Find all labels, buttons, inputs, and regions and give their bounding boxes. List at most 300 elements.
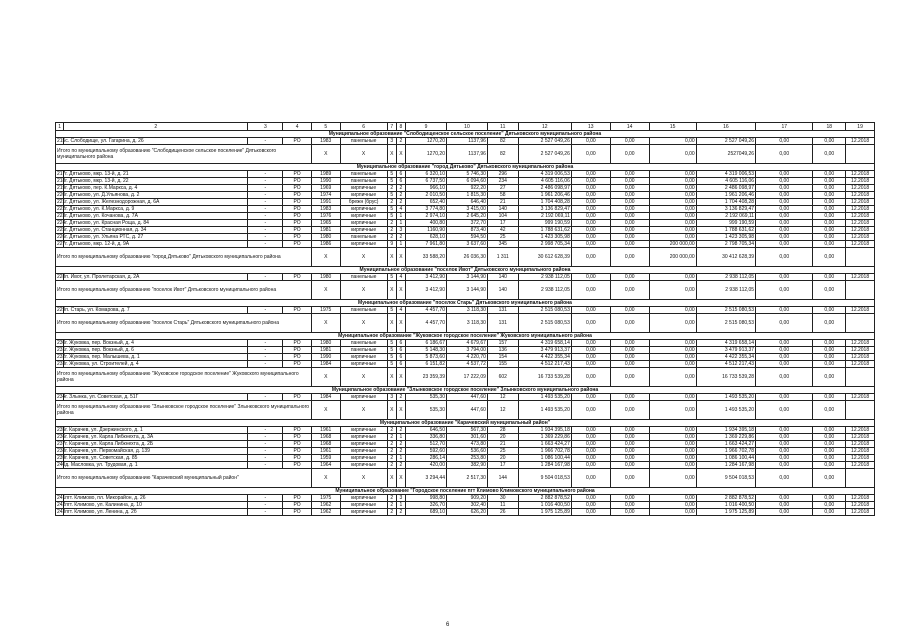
table-cell: 5 xyxy=(387,340,396,347)
table-cell: г. Карачев, ул. Советская, д. 85 xyxy=(64,455,248,462)
table-cell: 0,00 xyxy=(571,199,610,206)
table-cell: 0,00 xyxy=(571,448,610,455)
table-cell: 2 xyxy=(387,220,396,227)
table-cell: 2 xyxy=(387,234,396,241)
table-cell: X xyxy=(396,314,405,333)
empty-cell xyxy=(846,368,875,387)
table-row xyxy=(56,138,875,145)
table-cell: 10 xyxy=(446,123,487,131)
empty-cell xyxy=(846,248,875,267)
table-cell: X xyxy=(311,469,340,488)
table-cell: РО xyxy=(283,502,312,509)
table-cell: 1975 xyxy=(311,307,340,314)
table-cell: 0,00 xyxy=(756,192,813,199)
table-cell: X xyxy=(340,368,387,387)
table-cell: панельные xyxy=(340,171,387,178)
table-cell: 1 934 395,18 xyxy=(518,427,571,434)
table-cell: кирпичные xyxy=(340,509,387,516)
table-cell: 1965 xyxy=(311,220,340,227)
table-cell: 1961 xyxy=(311,427,340,434)
table-cell: 1 086 100,44 xyxy=(696,455,755,462)
table-cell: 5 xyxy=(387,347,396,354)
table-cell: 12.2018 xyxy=(846,234,875,241)
table-cell: 0,00 xyxy=(649,307,696,314)
page-number: 6 xyxy=(446,622,450,628)
table-cell: 0,00 xyxy=(756,434,813,441)
table-cell: 1990 xyxy=(311,178,340,185)
table-cell: 0,00 xyxy=(813,213,846,220)
table-cell: 3 xyxy=(396,227,405,234)
table-cell: 4 422 355,34 xyxy=(696,354,755,361)
table-cell: 1980 xyxy=(311,340,340,347)
table-cell: РО xyxy=(283,427,312,434)
table-cell: 1962 xyxy=(311,502,340,509)
table-cell: 873,40 xyxy=(446,227,487,234)
table-cell: кирпичные xyxy=(340,427,387,434)
table-cell: 2 515 080,53 xyxy=(518,314,571,333)
table-cell: 0,00 xyxy=(610,455,649,462)
table-row xyxy=(56,441,875,448)
table-cell: 1 493 535,20 xyxy=(696,401,755,420)
section-title-row xyxy=(56,333,875,340)
table-cell: 1270,20 xyxy=(406,138,447,145)
table-cell: 0,00 xyxy=(649,441,696,448)
table-cell: панельные xyxy=(340,307,387,314)
table-cell: 1 788 631,62 xyxy=(518,227,571,234)
table-cell: 0,00 xyxy=(756,307,813,314)
table-cell: X xyxy=(311,281,340,300)
table-cell: 0,00 xyxy=(756,178,813,185)
table-cell: Итого по муниципальному образованию "Карачевский муниципальный район" xyxy=(56,469,312,488)
table-cell: 2 xyxy=(396,192,405,199)
table-cell: 0,00 xyxy=(813,462,846,469)
table-cell: 3 xyxy=(248,123,283,131)
table-cell: 2 xyxy=(387,455,396,462)
table-cell: 0,00 xyxy=(756,171,813,178)
table-cell: 0,00 xyxy=(649,462,696,469)
table-cell: 2 192 069,11 xyxy=(696,213,755,220)
table-cell: 4 457,70 xyxy=(406,307,447,314)
table-cell: 1 493 535,20 xyxy=(518,401,571,420)
table-cell: г. Карачев, ул. Дзержинского, д. 1 xyxy=(64,427,248,434)
table-cell: 219 xyxy=(57,185,66,191)
subtotal-row xyxy=(56,248,875,267)
table-cell: 12 xyxy=(487,401,518,420)
table-cell: 25 xyxy=(487,448,518,455)
table-cell: РО xyxy=(283,192,312,199)
table-cell: 2 xyxy=(387,509,396,516)
table-cell: 3 479 913,37 xyxy=(518,347,571,354)
table-cell: 372,70 xyxy=(446,220,487,227)
table-cell: 1 284 167,98 xyxy=(696,462,755,469)
table-cell: 2 527 049,26 xyxy=(518,138,571,145)
table-cell: 0,00 xyxy=(649,340,696,347)
table-cell: 301,60 xyxy=(446,434,487,441)
table-cell: 420,00 xyxy=(406,462,447,469)
table-cell: 0,00 xyxy=(649,274,696,281)
table-cell: 0,00 xyxy=(649,199,696,206)
table-row xyxy=(56,192,875,199)
table-cell: 0,00 xyxy=(649,448,696,455)
table-cell: 1968 xyxy=(311,441,340,448)
table-cell: 0,00 xyxy=(610,248,649,267)
table-cell: г. Жуковка, ул. Строителей, д. 4 xyxy=(64,361,248,368)
table-cell: Муниципальное образование "Слободищенское сельское поселение" Дятьковского муниципального района xyxy=(56,131,875,138)
section-title-row xyxy=(56,131,875,138)
table-cell: 0,00 xyxy=(610,307,649,314)
table-cell: - xyxy=(248,441,283,448)
table-cell: 999 190,59 xyxy=(518,220,571,227)
table-cell: 0,00 xyxy=(571,368,610,387)
table-row xyxy=(56,206,875,213)
table-cell: 12.2018 xyxy=(846,434,875,441)
table-cell: 0,00 xyxy=(756,441,813,448)
empty-cell xyxy=(846,469,875,488)
table-cell: 567,30 xyxy=(446,427,487,434)
table-cell: - xyxy=(248,192,283,199)
table-cell: 2 xyxy=(396,185,405,192)
table-cell: 0,00 xyxy=(756,354,813,361)
table-cell: 286,14 xyxy=(406,455,447,462)
table-cell: 223 xyxy=(57,213,66,219)
table-cell: 1 975 125,89 xyxy=(518,509,571,516)
table-cell: 2527049,26 xyxy=(696,145,755,164)
table-cell: кирпичные xyxy=(340,502,387,509)
table-cell: 6 xyxy=(340,123,387,131)
table-cell: РО xyxy=(283,462,312,469)
table-row xyxy=(56,220,875,227)
table-cell: 232 xyxy=(57,354,66,360)
table-cell: кирпичные xyxy=(340,394,387,401)
table-cell: 140 xyxy=(487,206,518,213)
table-cell: 6 094,60 xyxy=(446,178,487,185)
table-cell: 12.2018 xyxy=(846,361,875,368)
table-cell: кирпичные xyxy=(340,227,387,234)
table-cell: 0,00 xyxy=(571,192,610,199)
table-cell: п. Старь, ул. Комарова, д. 7 xyxy=(64,307,248,314)
table-cell: 28 xyxy=(487,427,518,434)
table-cell: 0,00 xyxy=(756,340,813,347)
table-cell: 26 036,30 xyxy=(446,248,487,267)
table-cell: 0,00 xyxy=(649,234,696,241)
table-cell: 82 xyxy=(487,138,518,145)
table-cell: 0,00 xyxy=(571,138,610,145)
table-cell: 0,00 xyxy=(649,171,696,178)
table-cell: 0,00 xyxy=(610,448,649,455)
table-cell: 0,00 xyxy=(610,347,649,354)
table-cell: 1981 xyxy=(311,227,340,234)
table-cell: 1 961 206,46 xyxy=(696,192,755,199)
table-cell: 0,00 xyxy=(571,307,610,314)
table-cell: 0,00 xyxy=(649,509,696,516)
table-cell: 0,00 xyxy=(649,354,696,361)
table-cell: 7 xyxy=(387,123,396,131)
table-cell: 646,50 xyxy=(406,427,447,434)
section-title-row xyxy=(56,164,875,171)
table-cell: 12.2018 xyxy=(846,340,875,347)
table-cell: 447,60 xyxy=(446,401,487,420)
table-cell: РО xyxy=(283,213,312,220)
table-cell: 0,00 xyxy=(649,361,696,368)
table-cell: 0,00 xyxy=(756,199,813,206)
table-cell: кирпичные xyxy=(340,185,387,192)
table-cell: 3 794,00 xyxy=(446,347,487,354)
table-cell: РО xyxy=(283,138,312,145)
table-cell: 0,00 xyxy=(756,427,813,434)
table-cell: 17 xyxy=(756,123,813,131)
table-cell: - xyxy=(248,199,283,206)
table-cell: - xyxy=(248,227,283,234)
table-cell: 4 512 217,43 xyxy=(518,361,571,368)
table-cell: - xyxy=(248,213,283,220)
table-cell: X xyxy=(396,281,405,300)
table-cell: 0,00 xyxy=(756,274,813,281)
table-cell: 0,00 xyxy=(610,441,649,448)
table-cell: Итого по муниципальному образованию "поселок Старь" Дятьковского муниципального района xyxy=(56,314,312,333)
table-cell: 12.2018 xyxy=(846,427,875,434)
table-cell: 0,00 xyxy=(813,234,846,241)
table-cell: пгт. Климово, ул. Ленина, д. 2б xyxy=(64,509,248,516)
table-cell: 0,00 xyxy=(813,495,846,502)
table-cell: 3 412,90 xyxy=(406,281,447,300)
table-cell: 3 136 829,47 xyxy=(696,206,755,213)
table-cell: 2 xyxy=(396,509,405,516)
table-cell: 6 320,10 xyxy=(406,171,447,178)
table-cell: 0,00 xyxy=(610,192,649,199)
table-cell: X xyxy=(311,248,340,267)
table-cell: 1 xyxy=(396,220,405,227)
table-cell: X xyxy=(311,145,340,164)
table-cell: 1980 xyxy=(311,274,340,281)
subtotal-row xyxy=(56,314,875,333)
table-cell: X xyxy=(311,314,340,333)
table-cell: 0,00 xyxy=(756,455,813,462)
table-cell: 12.2018 xyxy=(846,448,875,455)
table-cell: X xyxy=(387,145,396,164)
table-cell: 9 xyxy=(387,241,396,248)
table-cell: - xyxy=(248,354,283,361)
table-row xyxy=(56,171,875,178)
table-cell: 144 xyxy=(487,469,518,488)
table-cell: 0,00 xyxy=(610,462,649,469)
table-cell: 2 xyxy=(387,199,396,206)
table-cell: 1 966 702,78 xyxy=(518,448,571,455)
section-title-row xyxy=(56,300,875,307)
table-cell: - xyxy=(248,340,283,347)
table-cell: 12.2018 xyxy=(846,213,875,220)
table-cell: 253,80 xyxy=(446,455,487,462)
table-cell: 0,00 xyxy=(756,206,813,213)
table-cell: г. Карачев, ул. Первомайская, д. 139 xyxy=(64,448,248,455)
table-cell: 922,20 xyxy=(446,185,487,192)
table-cell: 2 xyxy=(387,495,396,502)
table-cell: 6 xyxy=(396,178,405,185)
table-cell: РО xyxy=(283,185,312,192)
table-cell: 242 xyxy=(57,502,66,508)
table-cell: 3 637,60 xyxy=(446,241,487,248)
table-cell: 21 xyxy=(487,199,518,206)
table-cell: 594,50 xyxy=(446,234,487,241)
table-cell: 5 873,60 xyxy=(406,354,447,361)
table-cell: 909,20 xyxy=(446,495,487,502)
table-cell: брежн (брус) xyxy=(340,199,387,206)
table-cell: 27 xyxy=(487,185,518,192)
table-cell: 229 xyxy=(57,307,66,313)
table-cell: г. Дятьково, ул. Ульяна РТС, д. 27 xyxy=(64,234,248,241)
table-cell: 2 798 705,34 xyxy=(696,241,755,248)
table-cell: 5 xyxy=(311,123,340,131)
table-cell: 11 xyxy=(487,502,518,509)
table-cell: 2 xyxy=(396,448,405,455)
table-cell: 0,00 xyxy=(610,138,649,145)
table-cell: РО xyxy=(283,220,312,227)
table-cell: 3 144,90 xyxy=(446,281,487,300)
table-cell: г. Дятьково, ул. Красная Роща, д. 84 xyxy=(64,220,248,227)
table-cell: 0,00 xyxy=(649,434,696,441)
table-cell: 0,00 xyxy=(571,227,610,234)
table-cell: 2 192 069,11 xyxy=(518,213,571,220)
table-cell: 6 xyxy=(396,340,405,347)
table-cell: 1968 xyxy=(311,434,340,441)
table-cell: 1160,90 xyxy=(406,227,447,234)
table-cell: 4 220,70 xyxy=(446,354,487,361)
table-cell: 0,00 xyxy=(649,227,696,234)
table-cell: 1974 xyxy=(311,192,340,199)
table-cell: - xyxy=(248,206,283,213)
table-cell: 0,00 xyxy=(610,340,649,347)
table-cell: 0,00 xyxy=(610,178,649,185)
table-cell: кирпичные xyxy=(340,220,387,227)
table-cell: 26 xyxy=(487,509,518,516)
table-cell: 0,00 xyxy=(649,368,696,387)
table-row xyxy=(56,234,875,241)
table-cell: 1989 xyxy=(311,171,340,178)
table-cell: 0,00 xyxy=(756,248,813,267)
table-cell: 536,60 xyxy=(446,448,487,455)
table-cell: 0,00 xyxy=(649,185,696,192)
table-cell: X xyxy=(396,145,405,164)
table-cell: Итого по муниципальному образованию "Злынковское городское поселение" Злынковского муниципального района xyxy=(56,401,312,420)
table-cell: 12.2018 xyxy=(846,220,875,227)
table-cell: 243 xyxy=(57,509,66,515)
table-cell: 4 xyxy=(396,274,405,281)
table-cell: 2 xyxy=(387,185,396,192)
table-row xyxy=(56,199,875,206)
table-cell: 1969 xyxy=(311,185,340,192)
table-cell: 6 xyxy=(396,171,405,178)
table-cell: 0,00 xyxy=(813,314,846,333)
table-cell: 2 xyxy=(396,427,405,434)
table-cell: 240 xyxy=(57,462,66,468)
table-cell: - xyxy=(248,241,283,248)
table-cell: 30 412 628,39 xyxy=(696,248,755,267)
table-cell: 1984 xyxy=(311,361,340,368)
table-cell: 30 xyxy=(487,495,518,502)
table-cell: 20 xyxy=(487,455,518,462)
table-cell: РО xyxy=(283,455,312,462)
table-cell: 0,00 xyxy=(571,354,610,361)
table-cell: 157 xyxy=(487,340,518,347)
table-cell: 42 xyxy=(487,227,518,234)
table-cell: 652,40 xyxy=(406,199,447,206)
table-cell: 226 xyxy=(57,234,66,240)
table-cell: кирпичные xyxy=(340,361,387,368)
table-cell: панельные xyxy=(340,178,387,185)
table-row xyxy=(56,340,875,347)
table-cell: 296 xyxy=(487,171,518,178)
table-cell: Итого по муниципальному образованию "Слободищенское сельское поселение" Дятьковского муниципального района xyxy=(56,145,312,164)
table-cell: РО xyxy=(283,495,312,502)
table-cell: 1 xyxy=(396,502,405,509)
table-cell: 9 504 018,53 xyxy=(696,469,755,488)
table-row xyxy=(56,455,875,462)
table-cell: 0,00 xyxy=(813,281,846,300)
table-cell: 0,00 xyxy=(756,469,813,488)
table-cell: 3 294,44 xyxy=(406,469,447,488)
table-cell: 0,00 xyxy=(756,138,813,145)
table-cell: X xyxy=(387,281,396,300)
table-cell: 4 319 006,53 xyxy=(518,171,571,178)
table-cell: 0,00 xyxy=(813,274,846,281)
table-cell: 0,00 xyxy=(571,441,610,448)
table-cell: 5 xyxy=(387,213,396,220)
table-row xyxy=(56,307,875,314)
table-cell: 0,00 xyxy=(756,241,813,248)
subtotal-row xyxy=(56,401,875,420)
table-cell: X xyxy=(396,248,405,267)
table-cell: 12.2018 xyxy=(846,307,875,314)
table-cell: 1 311 xyxy=(487,248,518,267)
table-cell: 2 882 878,52 xyxy=(518,495,571,502)
table-cell: 6 xyxy=(396,354,405,361)
table-cell: 0,00 xyxy=(610,241,649,248)
housing-register-table xyxy=(55,122,875,516)
table-cell: 0,00 xyxy=(610,469,649,488)
table-cell: 0,00 xyxy=(756,234,813,241)
table-cell: 0,00 xyxy=(813,448,846,455)
table-cell: 218 xyxy=(57,178,66,184)
table-cell: - xyxy=(248,434,283,441)
table-row xyxy=(56,394,875,401)
table-cell: X xyxy=(387,469,396,488)
table-cell: 2 xyxy=(387,434,396,441)
table-cell: 1964 xyxy=(311,462,340,469)
table-row xyxy=(56,462,875,469)
table-cell: 12.2018 xyxy=(846,138,875,145)
table-cell: 233 xyxy=(57,361,66,367)
table-cell: 1 961 206,46 xyxy=(518,192,571,199)
table-cell: 239 xyxy=(57,455,66,461)
table-cell: 3 xyxy=(396,495,405,502)
table-cell: 0,00 xyxy=(610,361,649,368)
table-cell: 0,00 xyxy=(649,178,696,185)
table-cell: 326,70 xyxy=(406,502,447,509)
table-cell: 17 222,09 xyxy=(446,368,487,387)
table-cell: РО xyxy=(283,171,312,178)
table-cell: 0,00 xyxy=(610,368,649,387)
section-title-row xyxy=(56,488,875,495)
table-cell: - xyxy=(248,455,283,462)
table-cell: 0,00 xyxy=(813,427,846,434)
table-cell: 12.2018 xyxy=(846,227,875,234)
table-cell: 0,00 xyxy=(756,368,813,387)
table-cell: 15 xyxy=(649,123,696,131)
empty-cell xyxy=(846,401,875,420)
table-cell: 0,00 xyxy=(649,220,696,227)
table-cell: 0,00 xyxy=(813,171,846,178)
table-cell: 1984 xyxy=(311,394,340,401)
table-cell: Итого по муниципальному образованию "город Дятьково" Дятьковского муниципального района xyxy=(56,248,312,267)
